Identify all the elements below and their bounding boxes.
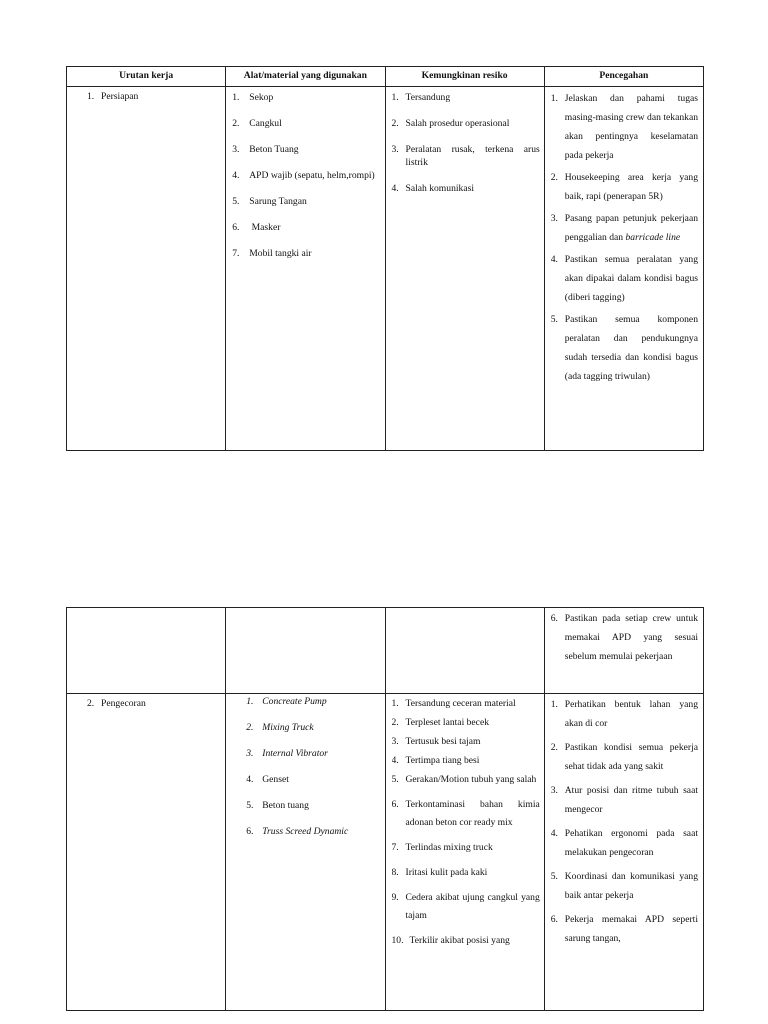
list-item: 9. Cedera akibat ujung cangkul yang tajam xyxy=(391,892,540,921)
list-item: 3. Atur posisi dan ritme tubuh saat mengecor xyxy=(550,785,698,815)
stage-cell: 2. Pengecoran xyxy=(67,694,226,1011)
empty-cell xyxy=(226,608,385,694)
prevention-list xyxy=(551,609,698,666)
tools-cell xyxy=(226,87,385,451)
risks-cell xyxy=(385,87,544,451)
list-item: 6. Pastikan pada setiap crew untuk memakai APD yang sesuai sebelum memulai pekerjaan xyxy=(550,613,698,662)
list-item: 2. Terpleset lantai becek xyxy=(391,717,489,728)
list-item: 4. Tertimpa tiang besi xyxy=(391,755,480,766)
list-item: 2. Cangkul xyxy=(232,118,282,129)
list-item: 2. Pastikan kondisi semua pekerja sehat tidak ada yang sakit xyxy=(550,742,698,772)
prevention-list xyxy=(551,89,698,386)
list-item: 7. Terlindas mixing truck xyxy=(391,842,493,853)
list-item: 5. Beton tuang xyxy=(246,800,309,811)
table-row xyxy=(67,694,704,1011)
list-item: 8. Iritasi kulit pada kaki xyxy=(391,867,488,878)
list-item: 6. Pekerja memakai APD seperti sarung tangan, xyxy=(550,914,698,944)
risks-list xyxy=(392,91,540,195)
list-item: 4. Salah komunikasi xyxy=(391,183,474,194)
empty-cell xyxy=(67,608,226,694)
tools-list xyxy=(246,695,380,838)
list-item: 2. Mixing Truck xyxy=(246,722,314,733)
list-item: 1. Tersandung ceceran material xyxy=(391,698,516,709)
list-item: 5. Koordinasi dan komunikasi yang baik antar pekerja xyxy=(550,871,698,901)
list-item: 2. Salah prosedur operasional xyxy=(391,118,510,129)
prevention-cell xyxy=(544,87,703,451)
list-item: 1. Concreate Pump xyxy=(246,696,327,707)
risks-cell xyxy=(385,694,544,1011)
list-item: 1. Tersandung xyxy=(391,92,451,103)
list-item: 1. Jelaskan dan pahami tugas masing-masing crew dan tekankan akan pentingnya keselamatan pada pekerja xyxy=(550,93,698,161)
stage-label: Pengecoran xyxy=(101,698,146,709)
hazard-table-2 xyxy=(66,607,704,1011)
empty-cell xyxy=(385,608,544,694)
header-work-order: Urutan kerja xyxy=(67,67,226,87)
header-risks: Kemungkinan resiko xyxy=(385,67,544,87)
tools-cell xyxy=(226,694,385,1011)
table-row xyxy=(67,87,704,451)
list-item: 6. Truss Screed Dynamic xyxy=(246,826,349,837)
list-item: 6. Terkontaminasi bahan kimia adonan beton cor ready mix xyxy=(391,799,540,828)
list-item: 5. Pastikan semua komponen peralatan dan pendukungnya sudah tersedia dan kondisi bagus (ada tagging triwulan) xyxy=(550,314,698,382)
list-item: 5. Gerakan/Motion tubuh yang salah xyxy=(391,774,537,785)
prevention-list xyxy=(551,695,698,948)
list-item: 7. Mobil tangki air xyxy=(232,248,312,259)
risks-list xyxy=(392,695,540,950)
list-item: 6. Masker xyxy=(232,222,281,233)
list-item: 3. Beton Tuang xyxy=(232,144,299,155)
stage-label: Persiapan xyxy=(101,91,139,102)
list-item: 3. Internal Vibrator xyxy=(246,748,328,759)
list-item: 1. Sekop xyxy=(232,92,274,103)
list-item: 4. Genset xyxy=(246,774,289,785)
list-item: 3. Tertusuk besi tajam xyxy=(391,736,481,747)
list-item: 3. Pasang papan petunjuk pekerjaan penggalian dan barricade line xyxy=(550,213,698,243)
list-item: 3. Peralatan rusak, terkena arus listrik xyxy=(391,144,540,168)
prevention-cell xyxy=(544,694,703,1011)
hazard-table-1 xyxy=(66,66,704,451)
list-item: 1. Perhatikan bentuk lahan yang akan di cor xyxy=(550,699,698,729)
list-item: 4. Pehatikan ergonomi pada saat melakukan pengecoran xyxy=(550,828,698,858)
header-tools: Alat/material yang digunakan xyxy=(226,67,385,87)
list-item: 4. Pastikan semua peralatan yang akan dipakai dalam kondisi bagus (diberi tagging) xyxy=(550,254,698,303)
table-row xyxy=(67,608,704,694)
table-header-row xyxy=(67,67,704,87)
prevention-cell xyxy=(544,608,703,694)
list-item: 4. APD wajib (sepatu, helm,rompi) xyxy=(232,170,375,181)
tools-list xyxy=(232,91,380,260)
header-prevention: Pencegahan xyxy=(544,67,703,87)
list-item: 2. Housekeeping area kerja yang baik, rapi (penerapan 5R) xyxy=(550,172,698,202)
list-item: 10. Terkilir akibat posisi yang xyxy=(391,935,510,946)
list-item: 5. Sarung Tangan xyxy=(232,196,307,207)
stage-cell: 1. Persiapan xyxy=(67,87,226,451)
